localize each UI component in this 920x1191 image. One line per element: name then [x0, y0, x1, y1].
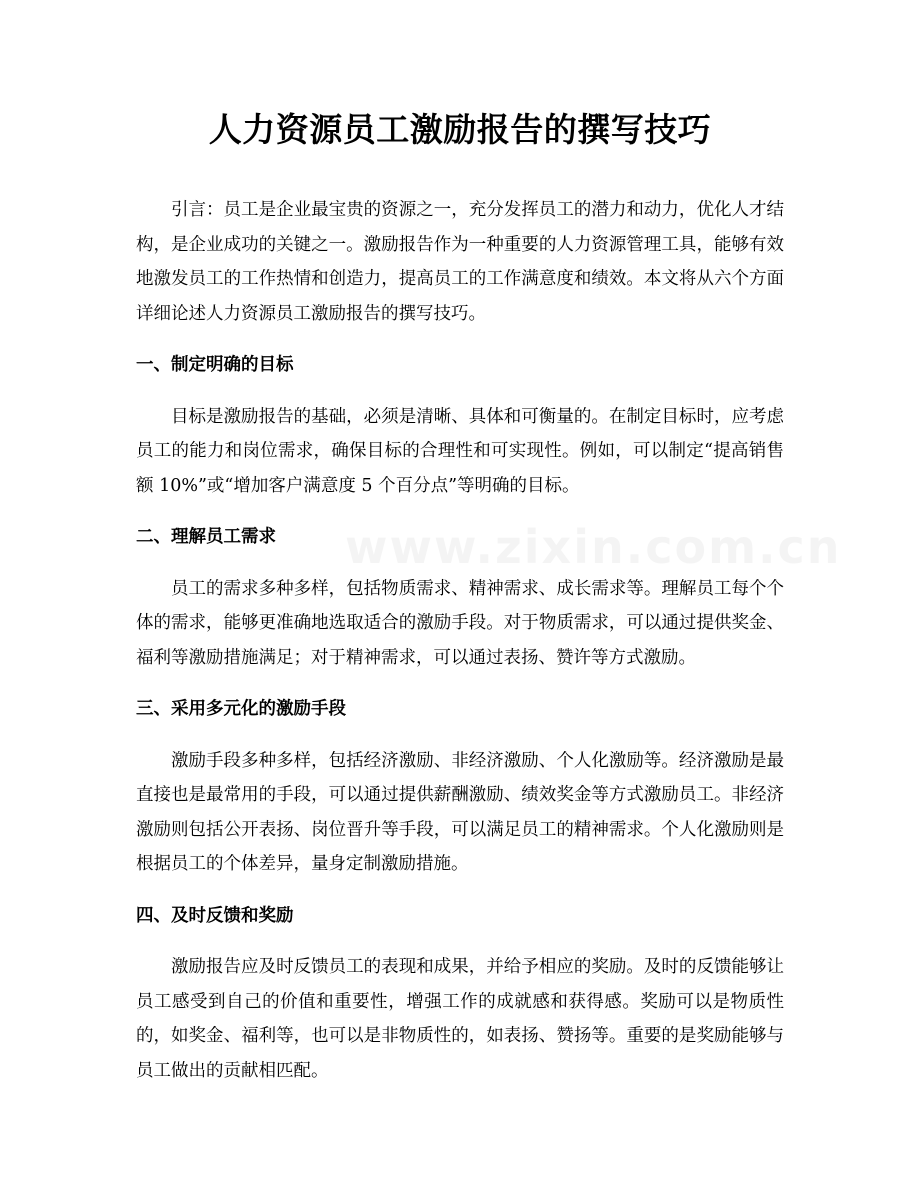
section-heading-1: 一、制定明确的目标 — [136, 355, 294, 375]
intro-paragraph: 引言：员工是企业最宝贵的资源之一，充分发挥员工的潜力和动力，优化人才结构，是企业成功的关键之一。激励报告作为一种重要的人力资源管理工具，能够有效地激发员工的工作热情和创造力，提高员工的工作满意度和绩效。本文将从六个方面详细论述人力资源员工激励报告的撰写技巧。 — [136, 200, 784, 324]
section-body-3: 激励手段多种多样，包括经济激励、非经济激励、个人化激励等。经济激励是最直接也是最常用的手段，可以通过提供薪酬激励、绩效奖金等方式激励员工。非经济激励则包括公开表扬、岗位晋升等手段，可以满足员工的精神需求。个人化激励则是根据员工的个体差异，量身定制激励措施。 — [136, 750, 784, 874]
section-body-4: 激励报告应及时反馈员工的表现和成果，并给予相应的奖励。及时的反馈能够让员工感受到自己的价值和重要性，增强工作的成就感和获得感。奖励可以是物质性的，如奖金、福利等，也可以是非物质性的，如表扬、赞扬等。重要的是奖励能够与员工做出的贡献相匹配。 — [136, 957, 784, 1081]
section-body-1: 目标是激励报告的基础，必须是清晰、具体和可衡量的。在制定目标时，应考虑员工的能力和岗位需求，确保目标的合理性和可实现性。例如，可以制定“提高销售额 10%”或“增加客户满意度 5 个百分点”等明确的目标。 — [136, 406, 784, 496]
section-heading-3: 三、采用多元化的激励手段 — [136, 699, 346, 719]
section-heading-2: 二、理解员工需求 — [136, 527, 276, 547]
section-heading-4: 四、及时反馈和奖励 — [136, 905, 294, 926]
section-body-2: 员工的需求多种多样，包括物质需求、精神需求、成长需求等。理解员工每个个体的需求，能够更准确地选取适合的激励手段。对于物质需求，可以通过提供奖金、福利等激励措施满足；对于精神需求，可以通过表扬、赞许等方式激励。 — [136, 578, 784, 668]
document-title: 人力资源员工激励报告的撰写技巧 — [208, 110, 712, 149]
